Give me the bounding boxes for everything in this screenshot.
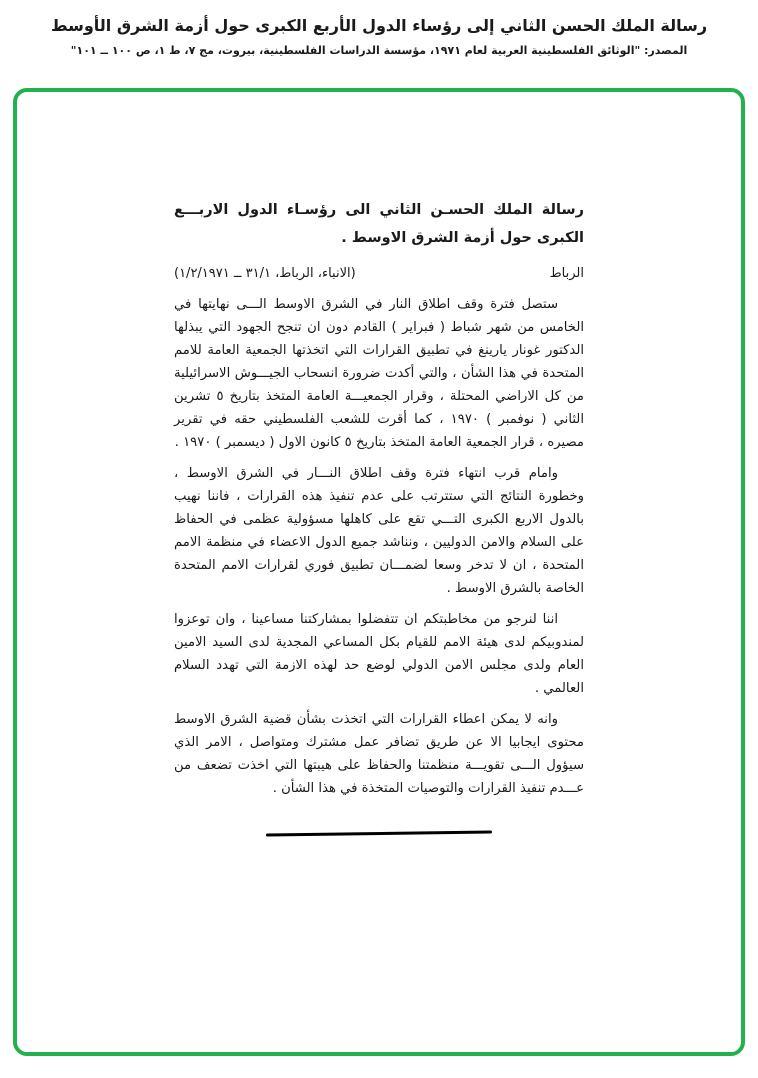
paragraph-3: اننا لنرجو من مخاطبتكم ان تتفضلوا بمشاركتنا مساعينا ، وان توعزوا لمندوبيكم لدى هيئة الامم للقيام بكل المساعي المجدية لدى السيد الامين العام ولدى مجلس الامن الدولي لوضع حد لهذه الازمة التي تهدد السلام العالمي . <box>174 611 584 696</box>
source-citation: المصدر: "الوثائق الفلسطينية العربية لعام ١٩٧١، مؤسسة الدراسات الفلسطينية، بيروت، مج ٧، ط ١، ص ١٠٠ ــ ١٠١" <box>70 44 688 57</box>
document-body <box>174 196 584 834</box>
dateline-source: (الانباء، الرباط، ٣١/١ ــ ١/٢/١٩٧١) <box>174 265 356 281</box>
paragraph-1: ستصل فترة وقف اطلاق النار في الشرق الاوسط الـــى نهايتها في الخامس من شهر شباط ( فبراير ) القادم دون ان تنجح الجهود التي يبذلها الدكتور غونار يارينغ في تطبيق القرارات التي اتخذتها الجمعية العامة للامم المتحدة في هذا الشأن ، والتي أكدت ضرورة انسحاب الجيـــوش الاسرائيلية من كل الاراضي المحتلة ، وقرار الجمعيـــة العامة المتخذ بتاريخ ٥ تشرين الثاني ( نوفمبر ) ١٩٧٠ ، كما أقرت للشعب الفلسطيني حقه في تقرير مصيره ، قرار الجمعية العامة المتخذ بتاريخ ٥ كانون الاول ( ديسمبر ) ١٩٧٠ . <box>174 296 584 450</box>
page-title: رسالة الملك الحسن الثاني إلى رؤساء الدول الأربع الكبرى حول أزمة الشرق الأوسط <box>50 16 708 35</box>
paragraph-4: وانه لا يمكن اعطاء القرارات التي اتخذت بشأن قضية الشرق الاوسط محتوى ايجابيا الا عن طريق تضافر عمل مشترك ومتواصل ، الامر الذي سيؤول الـــى تقويـــة منظمتنا والحفاظ على هيبتها التي اخذت تضعف من عـــدم تنفيذ القرارات والتوصيات المتخذة في هذا الشأن . <box>174 711 584 796</box>
document-title-line1: رسالة الملك الحسـن الثاني الى رؤسـاء الدول الاربـــع <box>174 202 584 218</box>
paragraph-2: وامام قرب انتهاء فترة وقف اطلاق النـــار في الشرق الاوسط ، وخطورة النتائج التي ستترتب على عدم تنفيذ هذه القرارات ، فاننا نهيب بالدول الاربع الكبرى التـــي تقع على كاهلها مسؤولية عظمى في الحفاظ على السلام والامن الدوليين ، ونناشد جميع الدول الاعضاء في منظمة الامم المتحدة ، ان لا تدخر وسعا لضمـــان تطبيق فوري لقرارات الامم المتحدة الخاصة بالشرق الاوسط . <box>174 465 584 596</box>
scanned-page-frame <box>13 88 745 1056</box>
end-rule <box>266 830 492 836</box>
document-title-line2: الكبرى حول أزمة الشرق الاوسط . <box>341 230 584 247</box>
document-title <box>174 196 584 253</box>
dateline <box>174 266 584 281</box>
dateline-place: الرباط <box>549 265 584 281</box>
